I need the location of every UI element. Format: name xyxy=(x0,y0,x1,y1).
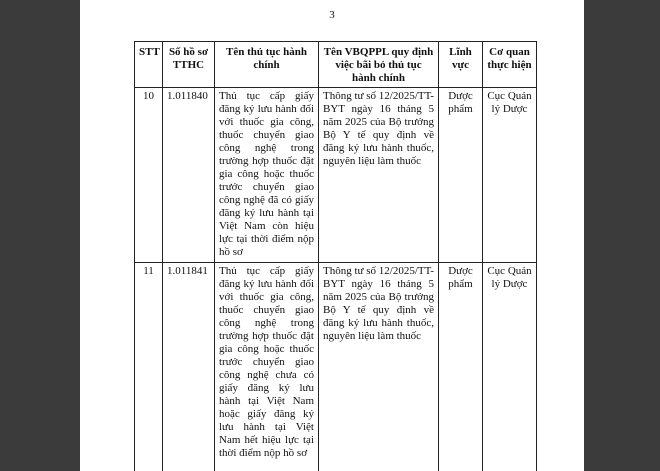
header-linh-vuc: Lĩnh vực xyxy=(439,42,483,88)
viewer-background-right xyxy=(584,0,660,471)
cell-linh-vuc: Dược phẩm xyxy=(439,263,483,471)
header-stt: STT xyxy=(135,42,163,88)
cell-ten-vbqppl: Thông tư số 12/2025/TT-BYT ngày 16 tháng 5 năm 2025 của Bộ trưởng Bộ Y tế quy định về đăng ký lưu hành thuốc, nguyên liệu làm thuốc xyxy=(319,263,439,471)
header-ten-thu-tuc: Tên thủ tục hành chính xyxy=(215,42,319,88)
cell-linh-vuc: Dược phẩm xyxy=(439,88,483,263)
cell-co-quan: Cục Quản lý Dược xyxy=(483,88,537,263)
page-number: 3 xyxy=(329,9,335,21)
table-row xyxy=(135,88,537,263)
document-page[interactable] xyxy=(80,0,584,471)
cell-ten-vbqppl: Thông tư số 12/2025/TT-BYT ngày 16 tháng 5 năm 2025 của Bộ trưởng Bộ Y tế quy định về đăng ký lưu hành thuốc, nguyên liệu làm thuốc xyxy=(319,88,439,263)
cell-so-ho-so: 1.011840 xyxy=(163,88,215,263)
header-co-quan: Cơ quan thực hiện xyxy=(483,42,537,88)
cell-stt: 10 xyxy=(135,88,163,263)
viewer-background-left xyxy=(0,0,80,471)
cell-co-quan: Cục Quản lý Dược xyxy=(483,263,537,471)
header-so-ho-so: Số hồ sơ TTHC xyxy=(163,42,215,88)
procedures-table xyxy=(134,41,537,471)
cell-ten-thu-tuc: Thủ tục cấp giấy đăng ký lưu hành đối với thuốc gia công, thuốc chuyển giao công nghệ trong trường hợp thuốc đặt gia công hoặc thuốc trước chuyển giao công nghệ chưa có giấy đăng ký lưu hành tại Việt Nam hoặc giấy đăng ký lưu hành tại Việt Nam hết hiệu lực tại thời điểm nộp hồ sơ xyxy=(215,263,319,471)
cell-so-ho-so: 1.011841 xyxy=(163,263,215,471)
table-header-row xyxy=(135,42,537,88)
cell-stt: 11 xyxy=(135,263,163,471)
table-row xyxy=(135,263,537,471)
header-ten-vbqppl: Tên VBQPPL quy định việc bãi bỏ thủ tục hành chính xyxy=(319,42,439,88)
cell-ten-thu-tuc: Thủ tục cấp giấy đăng ký lưu hành đối với thuốc gia công, thuốc chuyển giao công nghệ trong trường hợp thuốc đặt gia công hoặc thuốc trước chuyển giao công nghệ đã có giấy đăng ký lưu hành tại Việt Nam còn hiệu lực tại thời điểm nộp hồ sơ xyxy=(215,88,319,263)
